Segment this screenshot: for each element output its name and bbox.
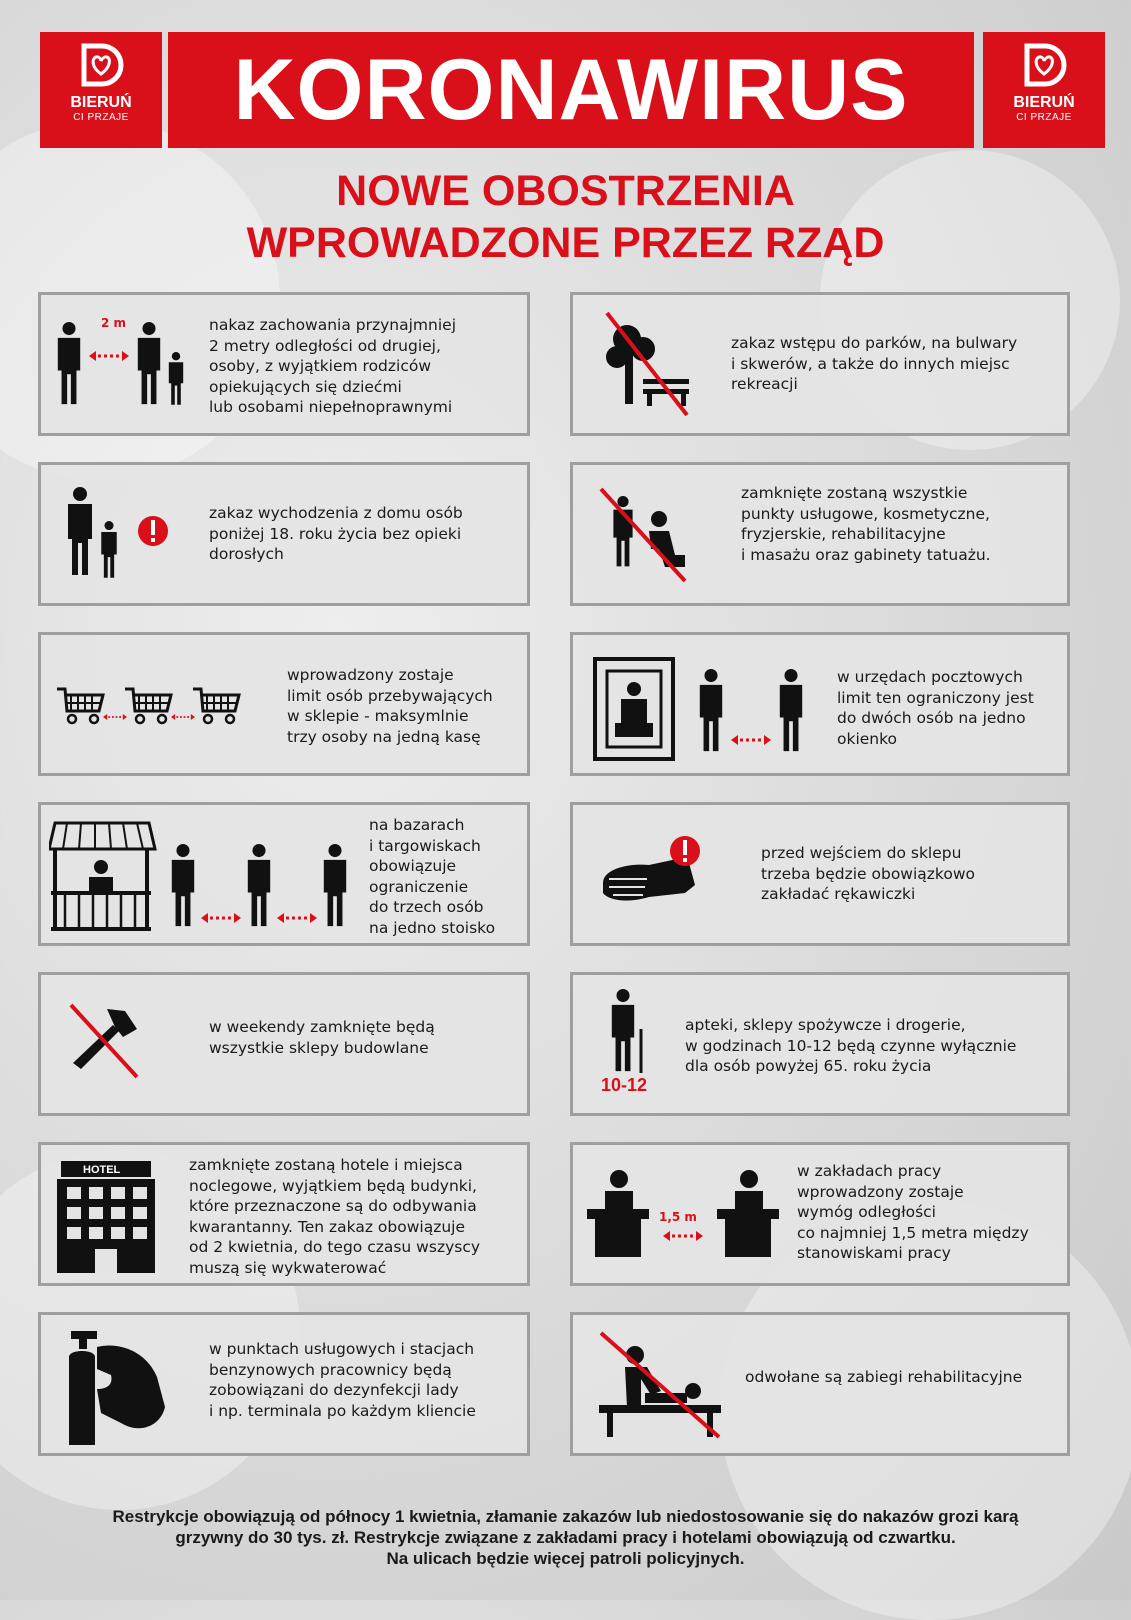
- card-text: w zakładach pracy wprowadzony zostaje wymóg odległości co najmniej 1,5 metra między stanowiskami pracy: [797, 1162, 1029, 1262]
- no-hairdresser-icon: [593, 485, 693, 585]
- restriction-card-parks: [570, 292, 1070, 436]
- footer-line-3: Na ulicach będzie więcej patroli policyjnych.: [386, 1549, 745, 1568]
- distance-people-icon: [55, 321, 195, 413]
- logo-tagline: CI PRZAJE: [73, 112, 129, 123]
- restriction-card-hardware: [38, 972, 530, 1116]
- hours-label: 10-12: [601, 1075, 648, 1095]
- no-park-icon: [597, 309, 697, 419]
- logo-tagline: CI PRZAJE: [1016, 112, 1072, 123]
- card-text: w weekendy zamknięte będą wszystkie sklepy budowlane: [209, 1018, 435, 1057]
- card-text: na bazarach i targowiskach obowiązuje ograniczenie do trzech osób na jedno stoisko: [369, 816, 496, 937]
- logo-name: BIERUŃ: [70, 94, 132, 111]
- card-text: zamknięte zostaną hotele i miejsca noclegowe, wyjątkiem będą budynki, które przeznaczone są do odbywania kwarantanny. Ten zakaz obowiązuje od 2 kwietnia, do tego czasu wszyscy muszą się wykwaterować: [189, 1156, 481, 1277]
- card-text: przed wejściem do sklepu trzeba będzie obowiązkowo zakładać rękawiczki: [761, 844, 975, 903]
- card-text: apteki, sklepy spożywcze i drogerie, w godzinach 10-12 będą czynne wyłącznie dla osób powyżej 65. roku życia: [685, 1016, 1017, 1075]
- glove-warning-icon: [599, 833, 729, 913]
- card-text: w punktach usługowych i stacjach benzynowych pracownicy będą zobowiązani do dezynfekcji lady i np. terminala po każdym kliencie: [209, 1340, 476, 1420]
- restriction-card-disinfection: [38, 1312, 530, 1456]
- bierun-logo-right: [983, 32, 1105, 148]
- market-stall-icon: [49, 819, 359, 935]
- distance-label: 1,5 m: [659, 1210, 697, 1224]
- logo-name: BIERUŃ: [1013, 94, 1075, 111]
- restriction-card-markets: [38, 802, 530, 946]
- footer-line-1: Restrykcje obowiązują od północy 1 kwietnia, złamanie zakazów lub niedostosowanie się do nakazów grozi karą: [112, 1507, 1019, 1526]
- senior-hours-icon: [609, 989, 649, 1075]
- subtitle-line-2: WPROWADZONE PRZEZ RZĄD: [246, 219, 885, 267]
- restriction-card-minors: [38, 462, 530, 606]
- restriction-card-gloves: [570, 802, 1070, 946]
- restriction-card-post-office: [570, 632, 1070, 776]
- card-text: wprowadzony zostaje limit osób przebywających w sklepie - maksymlnie trzy osoby na jedną kasę: [287, 666, 493, 746]
- card-text: odwołane są zabiegi rehabilitacyjne: [745, 1368, 1023, 1386]
- bierun-logo-left: [40, 32, 162, 148]
- footer-line-2: grzywny do 30 tys. zł. Restrykcje związane z zakładami pracy i hotelami obowiązują od czwartku.: [175, 1528, 956, 1547]
- no-hammer-icon: [67, 1003, 141, 1079]
- restriction-card-workplaces: [570, 1142, 1070, 1286]
- restriction-card-senior-hours: [570, 972, 1070, 1116]
- disinfectant-icon: [61, 1327, 173, 1449]
- card-text: nakaz zachowania przynajmniej 2 metry odległości od drugiej, osoby, z wyjątkiem rodziców opiekujących się dziećmi lub osobami niepełnoprawnymi: [209, 316, 457, 416]
- card-text: zakaz wychodzenia z domu osób poniżej 18. roku życia bez opieki dorosłych: [209, 504, 463, 563]
- heart-logo-icon: [78, 42, 124, 88]
- no-rehabilitation-icon: [595, 1329, 725, 1441]
- page-title: KORONAWIRUS: [168, 32, 974, 148]
- shopping-carts-icon: [57, 685, 247, 731]
- footer-note: [10, 1506, 1121, 1569]
- restriction-card-shops-limit: [38, 632, 530, 776]
- hotel-sign-label: HOTEL: [83, 1164, 121, 1176]
- restriction-card-services: [570, 462, 1070, 606]
- post-office-icon: [593, 653, 823, 765]
- heart-logo-icon: [1021, 42, 1067, 88]
- adult-child-warning-icon: [65, 487, 175, 587]
- restriction-card-hotels: [38, 1142, 530, 1286]
- card-text: w urzędach pocztowych limit ten ograniczony jest do dwóch osób na jedno okienko: [837, 668, 1034, 748]
- distance-label: 2 m: [101, 316, 127, 330]
- card-text: zamknięte zostaną wszystkie punkty usługowe, kosmetyczne, fryzjerskie, rehabilitacyjne i masażu oraz gabinety tatuażu.: [741, 484, 991, 564]
- card-text: zakaz wstępu do parków, na bulwary i skwerów, a także do innych miejsc rekreacji: [731, 334, 1018, 393]
- restriction-card-distance: [38, 292, 530, 436]
- restriction-card-rehabilitation: [570, 1312, 1070, 1456]
- subtitle-line-1: NOWE OBOSTRZENIA: [336, 167, 795, 215]
